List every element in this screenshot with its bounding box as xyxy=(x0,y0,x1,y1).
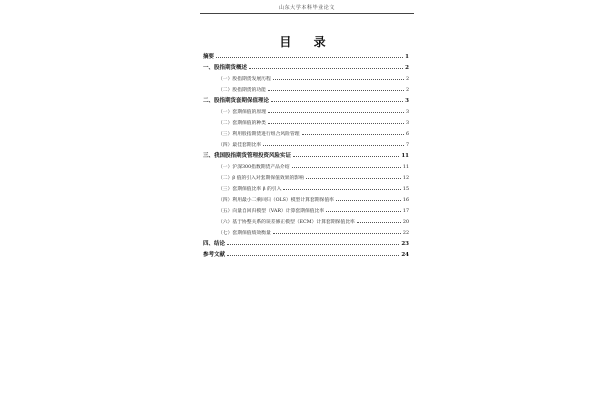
running-header: 山东大学本科毕业论文 xyxy=(278,5,335,11)
toc-entry-chapter[interactable] xyxy=(203,52,409,63)
toc-entry-label: 参考文献 xyxy=(203,252,226,258)
toc-entry-label: （四）最佳套期比率 xyxy=(218,143,262,148)
dot-leader xyxy=(326,207,401,212)
dot-leader xyxy=(268,119,404,124)
dot-leader xyxy=(273,229,401,234)
toc-entry-section[interactable] xyxy=(203,195,409,206)
dot-leader xyxy=(227,240,399,245)
toc-entry-page-number: 3 xyxy=(405,110,409,115)
table-of-contents xyxy=(203,52,409,261)
dot-leader xyxy=(302,130,404,135)
toc-entry-label: （三）利用股指期货进行组合风险管理 xyxy=(218,132,300,137)
header-rule xyxy=(200,13,414,14)
toc-entry-label: （三）套期保值比率 β 的引入 xyxy=(218,187,282,192)
toc-entry-label: 三、我国股指期货管理投资风险实证 xyxy=(203,153,292,159)
dot-leader xyxy=(249,64,403,69)
toc-entry-page-number: 20 xyxy=(402,220,409,225)
toc-entry-chapter[interactable] xyxy=(203,63,409,74)
dot-leader xyxy=(263,141,404,146)
toc-entry-label: （四）利用最小二乘回归（OLS）模型计算套期保值率 xyxy=(218,198,334,203)
toc-entry-section[interactable] xyxy=(203,74,409,85)
toc-entry-label: 一、股指期货概述 xyxy=(203,65,248,71)
toc-entry-page-number: 7 xyxy=(405,143,409,148)
toc-entry-chapter[interactable] xyxy=(203,151,409,162)
dot-leader xyxy=(273,75,404,80)
toc-entry-section[interactable] xyxy=(203,129,409,140)
toc-entry-chapter[interactable] xyxy=(203,250,409,261)
toc-entry-section[interactable] xyxy=(203,140,409,151)
toc-entry-page-number: 3 xyxy=(405,121,409,126)
dot-leader xyxy=(271,97,403,102)
dot-leader xyxy=(283,185,401,190)
toc-entry-page-number: 2 xyxy=(405,77,409,82)
toc-entry-section[interactable] xyxy=(203,206,409,217)
dot-leader xyxy=(336,196,401,201)
toc-entry-label: （一）套期保值的原理 xyxy=(218,110,266,115)
toc-entry-label: 二、股指期货套期保值理论 xyxy=(203,98,270,104)
toc-entry-section[interactable] xyxy=(203,217,409,228)
toc-entry-page-number: 2 xyxy=(405,65,409,71)
dot-leader xyxy=(357,218,401,223)
toc-entry-label: （二）股指期货的功能 xyxy=(218,88,266,93)
toc-entry-page-number: 2 xyxy=(405,88,409,93)
toc-entry-section[interactable] xyxy=(203,173,409,184)
toc-entry-page-number: 15 xyxy=(402,187,409,192)
toc-entry-page-number: 16 xyxy=(402,198,409,203)
toc-entry-label: （一）沪深300指数期货产品介绍 xyxy=(218,165,290,170)
dot-leader xyxy=(268,108,404,113)
toc-entry-page-number: 11 xyxy=(402,165,409,170)
toc-entry-label: 四、结论 xyxy=(203,241,226,247)
toc-entry-page-number: 23 xyxy=(401,241,409,247)
dot-leader xyxy=(268,86,404,91)
toc-entry-chapter[interactable] xyxy=(203,96,409,107)
toc-entry-label: （二）套期保值的种类 xyxy=(218,121,266,126)
dot-leader xyxy=(293,152,399,157)
toc-entry-section[interactable] xyxy=(203,162,409,173)
toc-entry-section[interactable] xyxy=(203,118,409,129)
toc-entry-page-number: 17 xyxy=(402,209,409,214)
toc-entry-page-number: 22 xyxy=(402,231,409,236)
toc-entry-page-number: 12 xyxy=(402,176,409,181)
dot-leader xyxy=(292,163,401,168)
toc-entry-label: （二）β 值的引入对套期保值效果的影响 xyxy=(218,176,304,181)
toc-entry-page-number: 24 xyxy=(401,252,409,258)
toc-entry-label: （五）向量自回归模型（VAR）计算套期保值比率 xyxy=(218,209,325,214)
toc-entry-section[interactable] xyxy=(203,184,409,195)
dot-leader xyxy=(306,174,401,179)
toc-entry-page-number: 3 xyxy=(405,98,409,104)
page-title: 目 录 xyxy=(279,35,335,49)
toc-entry-page-number: 1 xyxy=(405,54,409,60)
toc-entry-label: （一）股指期货发展历程 xyxy=(218,77,271,82)
toc-entry-label: （六）基于协整关系的误差修正模型（ECM）计算套期保值比率 xyxy=(218,220,355,225)
dot-leader xyxy=(216,53,403,58)
toc-entry-page-number: 11 xyxy=(401,153,409,159)
toc-entry-page-number: 6 xyxy=(405,132,409,137)
toc-entry-section[interactable] xyxy=(203,85,409,96)
dot-leader xyxy=(227,251,399,256)
toc-entry-chapter[interactable] xyxy=(203,239,409,250)
toc-entry-label: 摘要 xyxy=(203,54,215,60)
toc-entry-section[interactable] xyxy=(203,107,409,118)
toc-entry-label: （七）套期保值绩效衡量 xyxy=(218,231,271,236)
toc-entry-section[interactable] xyxy=(203,228,409,239)
